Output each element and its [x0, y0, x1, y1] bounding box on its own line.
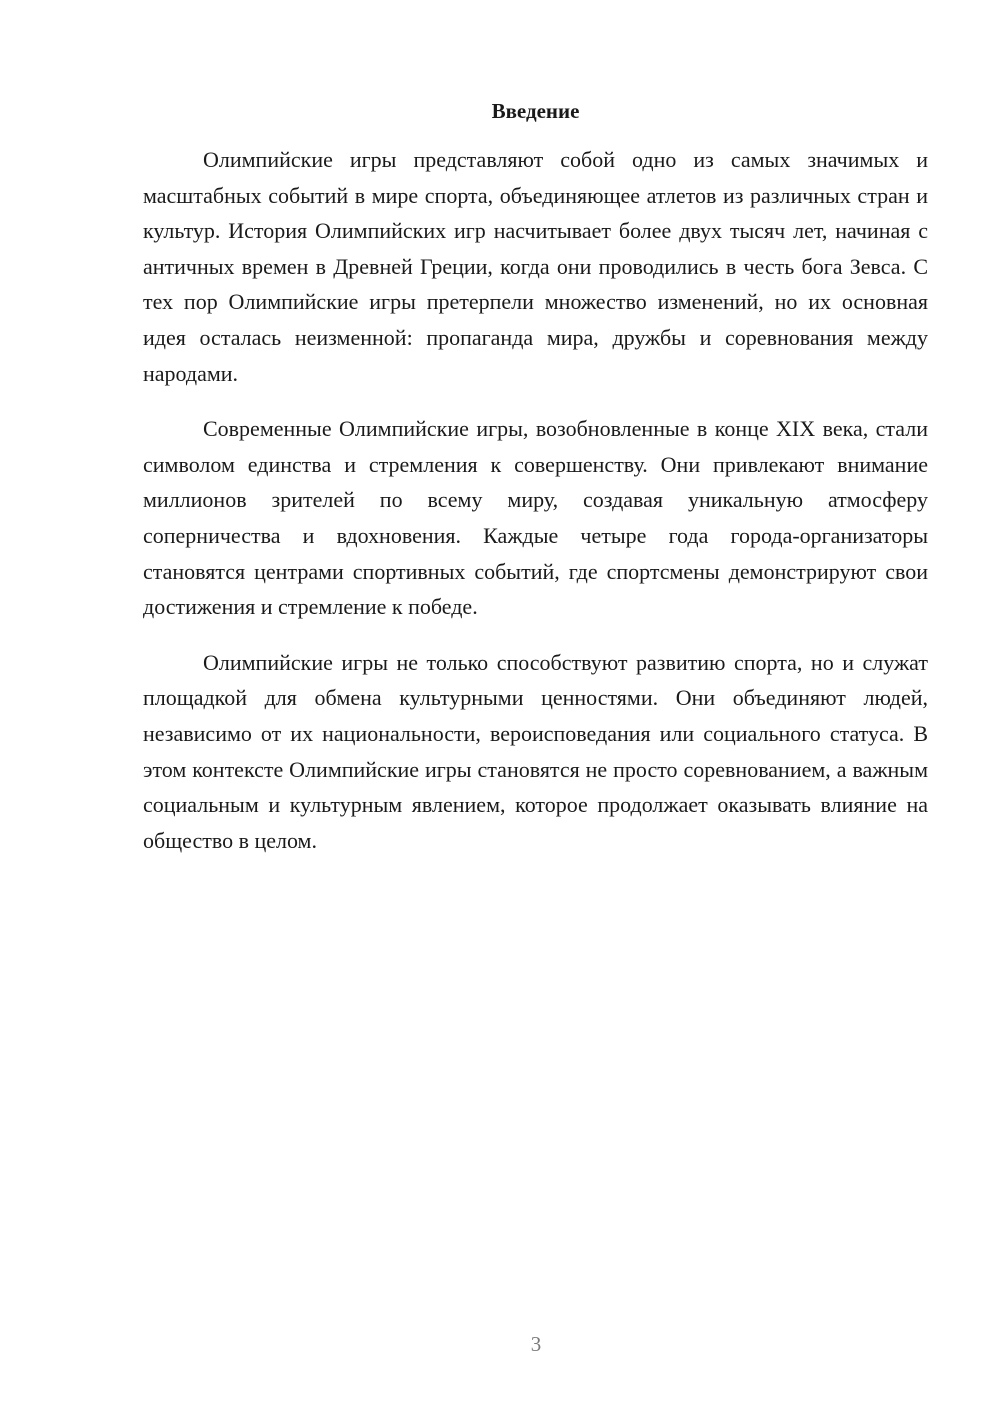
page-number: 3: [530, 1332, 542, 1356]
paragraph-1: Олимпийские игры представляют собой одно из самых значимых и масштабных событий в мире спорта, объединяющее атлетов из различных стран и культур. История Олимпийских игр насчитывает более двух тысяч лет, начиная с античных времен в Древней Греции, когда они проводились в честь бога Зевса. С тех пор Олимпийские игры претерпели множество изменений, но их основная идея осталась неизменной: пропаганда мира, дружбы и соревнования между народами.: [143, 147, 928, 386]
paragraph-2: Современные Олимпийские игры, возобновленные в конце XIX века, стали символом единства и стремления к совершенству. Они привлекают внимание миллионов зрителей по всему миру, создавая уникальную атмосферу соперничества и вдохновения. Каждые четыре года города-организаторы становятся центрами спортивных событий, где спортсмены демонстрируют свои достижения и стремление к победе.: [143, 416, 928, 620]
page-content: [143, 94, 928, 878]
paragraph-3: Олимпийские игры не только способствуют развитию спорта, но и служат площадкой для обмена культурными ценностями. Они объединяют людей, независимо от их национальности, вероисповедания или социального статуса. В этом контексте Олимпийские игры становятся не просто соревнованием, а важным социальным и культурным явлением, которое продолжает оказывать влияние на общество в целом.: [143, 649, 928, 853]
section-heading: Введение: [491, 99, 580, 123]
